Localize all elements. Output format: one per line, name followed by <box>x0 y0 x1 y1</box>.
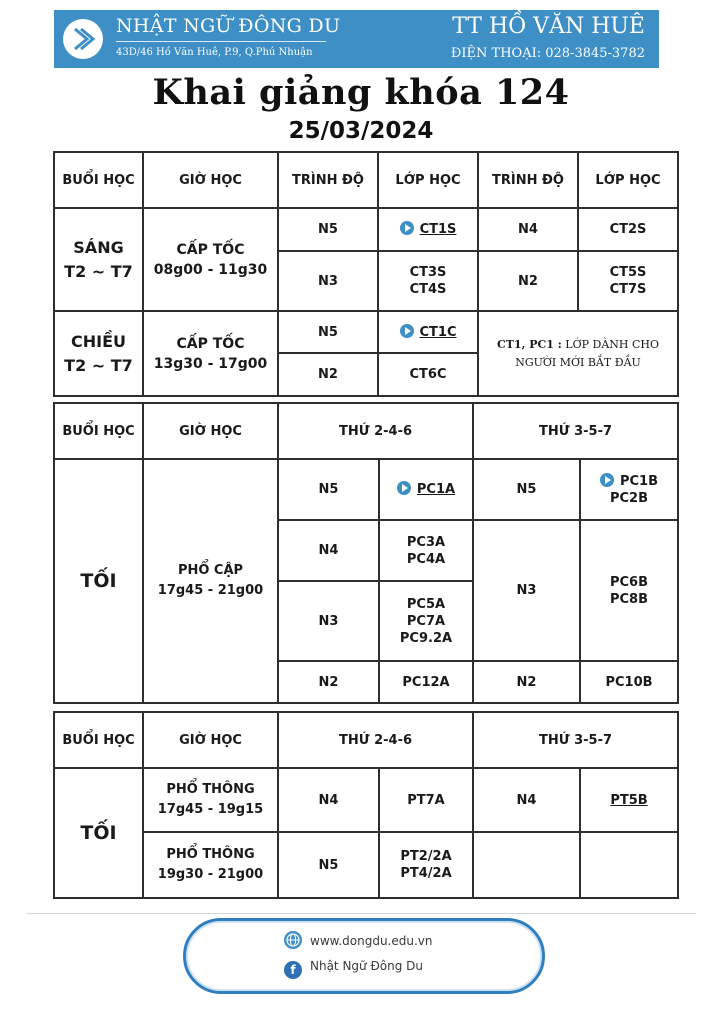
beginner-note <box>478 311 678 396</box>
session-afternoon <box>54 311 143 396</box>
header-level: TRÌNH ĐỘ <box>278 152 378 208</box>
course-type: PHỔ CẬP <box>177 563 244 578</box>
session-evening: TỐI <box>54 768 143 898</box>
level-cell: N3 <box>278 251 378 311</box>
note-text: LỚP DÀNH CHO <box>565 337 660 351</box>
facebook-row[interactable] <box>284 959 423 979</box>
level-cell: N2 <box>278 353 378 396</box>
phone-number: ĐIỆN THOẠI: 028-3845-3782 <box>450 46 645 61</box>
level-cell: N4 <box>278 768 379 832</box>
header-class: LỚP HỌC <box>378 152 478 208</box>
course-type: PHỔ THÔNG <box>166 782 255 797</box>
class-code: PC2B <box>609 490 649 506</box>
level-cell: N3 <box>278 581 379 661</box>
header-banner <box>54 10 659 68</box>
note-label: CT1, PC1 : <box>496 337 562 351</box>
session-name: CHIỀU <box>70 331 126 351</box>
class-cell <box>379 459 473 520</box>
class-code[interactable]: CT1S <box>419 222 457 237</box>
level-cell: N2 <box>278 661 379 703</box>
header-level: TRÌNH ĐỘ <box>478 152 578 208</box>
course-time: 17g45 - 19g15 <box>157 802 264 817</box>
level-cell: N5 <box>278 832 379 898</box>
branch-name: TT HỒ VĂN HUÊ <box>452 14 645 39</box>
class-code: PC9.2A <box>399 630 453 646</box>
class-cell: CT2S <box>578 208 678 251</box>
time-slot <box>143 459 278 703</box>
contact-footer <box>183 918 545 994</box>
opening-date: 25/03/2024 <box>288 118 434 144</box>
intensive-schedule-table <box>53 151 679 397</box>
class-cell <box>580 459 678 520</box>
class-cell <box>379 581 473 661</box>
page-title: Khai giảng khóa 124 <box>152 72 570 113</box>
course-time: 13g30 - 17g00 <box>153 355 268 372</box>
header-days-mwf: THỨ 2-4-6 <box>278 712 473 768</box>
course-time: 19g30 - 21g00 <box>157 867 264 882</box>
level-cell: N4 <box>473 768 580 832</box>
website-link[interactable]: www.dongdu.edu.vn <box>310 934 433 948</box>
header-session: BUỔI HỌC <box>54 403 143 459</box>
session-days: T2 ~ T7 <box>64 261 133 281</box>
facebook-icon: f <box>284 961 302 979</box>
address: 43D/46 Hồ Văn Huê, P.9, Q.Phú Nhuận <box>116 47 313 58</box>
class-code: PC6B <box>609 574 649 590</box>
general-evening-table <box>53 402 679 704</box>
time-slot <box>143 768 278 832</box>
header-time: GIỜ HỌC <box>143 152 278 208</box>
course-type: CẤP TỐC <box>176 241 245 258</box>
class-cell <box>580 768 678 832</box>
session-days: T2 ~ T7 <box>64 355 133 375</box>
level-cell: N4 <box>278 520 379 581</box>
class-code: CT3S <box>409 265 447 280</box>
class-code: CT7S <box>609 282 647 297</box>
note-text: NGƯỜI MỚI BẮT ĐẦU <box>515 355 641 369</box>
class-cell <box>378 208 478 251</box>
header-session: BUỔI HỌC <box>54 152 143 208</box>
class-cell <box>379 520 473 581</box>
empty-cell <box>473 832 580 898</box>
play-arrow-icon <box>400 324 414 338</box>
footer-divider <box>26 913 696 914</box>
class-cell: CT6C <box>378 353 478 396</box>
empty-cell <box>580 832 678 898</box>
time-slot <box>143 311 278 396</box>
header-time: GIỜ HỌC <box>143 403 278 459</box>
time-slot <box>143 208 278 311</box>
session-name: SÁNG <box>73 237 124 257</box>
class-code: PC4A <box>406 551 446 567</box>
level-cell: N4 <box>478 208 578 251</box>
facebook-link[interactable]: Nhật Ngữ Đông Du <box>310 959 423 973</box>
brand-name: NHẬT NGỮ ĐÔNG DU <box>116 15 341 37</box>
class-cell <box>378 311 478 353</box>
brand-divider <box>116 41 326 42</box>
level-cell: N2 <box>473 661 580 703</box>
class-cell <box>580 520 678 661</box>
level-cell: N5 <box>278 459 379 520</box>
level-cell: N5 <box>473 459 580 520</box>
level-cell: N3 <box>473 520 580 661</box>
class-code: PT4/2A <box>400 866 452 881</box>
website-row[interactable] <box>284 931 433 949</box>
class-code: PC5A <box>406 596 446 612</box>
class-code[interactable]: PC1A <box>416 482 456 497</box>
play-arrow-icon <box>600 473 614 487</box>
level-cell: N5 <box>278 311 378 353</box>
class-code: PC8B <box>609 591 649 607</box>
class-cell: PT7A <box>379 768 473 832</box>
class-cell: PC10B <box>580 661 678 703</box>
session-evening: TỐI <box>54 459 143 703</box>
play-arrow-icon <box>400 221 414 235</box>
play-arrow-icon <box>397 481 411 495</box>
class-code[interactable]: PT5B <box>610 792 648 808</box>
course-type: PHỔ THÔNG <box>166 847 255 862</box>
class-code: PC3A <box>406 534 446 550</box>
class-cell <box>378 251 478 311</box>
header-class: LỚP HỌC <box>578 152 678 208</box>
class-code: PT2/2A <box>400 849 452 864</box>
header-days-mwf: THỨ 2-4-6 <box>278 403 473 459</box>
course-time: 17g45 - 21g00 <box>157 583 264 598</box>
course-time: 08g00 - 11g30 <box>153 261 268 278</box>
class-code: CT4S <box>409 282 447 297</box>
class-cell <box>379 832 473 898</box>
header-session: BUỔI HỌC <box>54 712 143 768</box>
level-cell: N5 <box>278 208 378 251</box>
class-code[interactable]: CT1C <box>419 324 457 340</box>
class-code: CT5S <box>609 265 647 280</box>
course-type: CẤP TỐC <box>176 335 245 352</box>
class-code: PC1B <box>619 473 659 489</box>
header-days-tts: THỨ 3-5-7 <box>473 712 678 768</box>
class-cell <box>578 251 678 311</box>
class-cell: PC12A <box>379 661 473 703</box>
time-slot <box>143 832 278 898</box>
class-code: PC7A <box>406 613 446 629</box>
level-cell: N2 <box>478 251 578 311</box>
globe-icon <box>284 931 302 949</box>
session-morning <box>54 208 143 311</box>
header-time: GIỜ HỌC <box>143 712 278 768</box>
header-days-tts: THỨ 3-5-7 <box>473 403 678 459</box>
play-arrow-logo-icon <box>63 19 103 59</box>
standard-evening-table <box>53 711 679 899</box>
